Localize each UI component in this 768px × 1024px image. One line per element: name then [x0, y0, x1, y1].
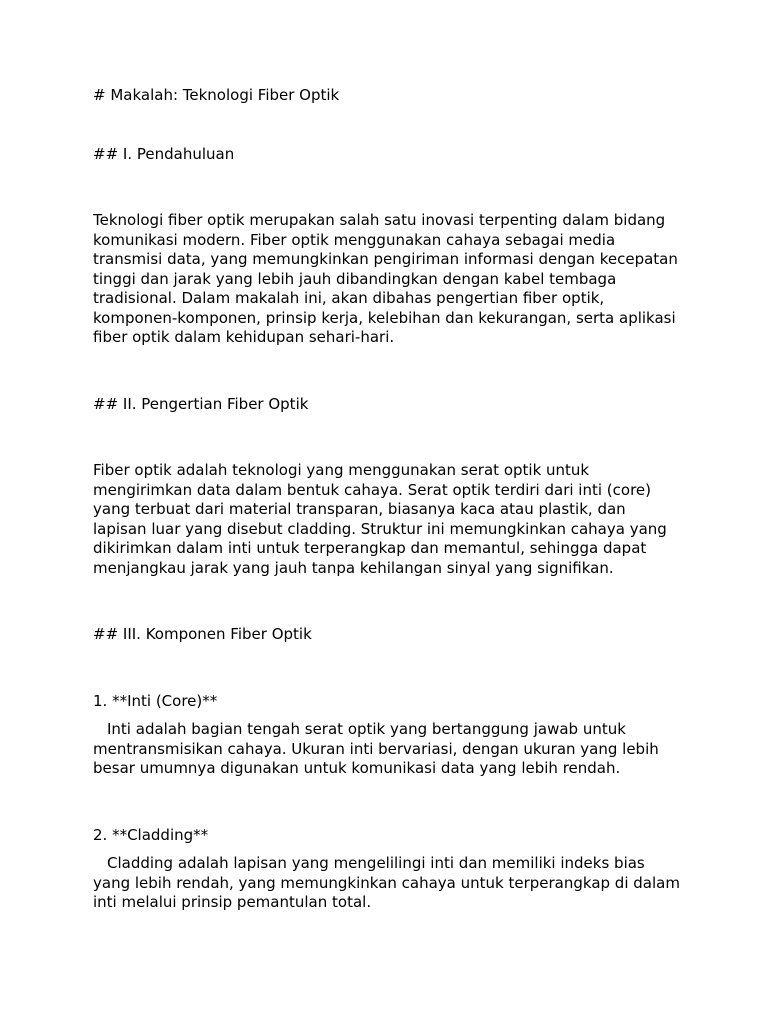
- document-body: [93, 86, 683, 913]
- document-title: # Makalah: Teknologi Fiber Optik: [93, 86, 340, 104]
- intro-heading: ## I. Pendahuluan: [93, 144, 235, 163]
- components-heading: ## III. Komponen Fiber Optik: [93, 625, 312, 643]
- definition-paragraph: Fiber optik adalah teknologi yang menggunakan serat optik untuk mengirimkan data dalam bentuk cahaya. Serat optik terdiri dari inti (core) yang terbuat dari material transparan, biasanya kaca atau plastik, dan lapisan luar yang disebut cladding. Struktur ini memungkinkan cahaya yang dikirimkan dalam inti untuk terperangkap dan memantul, sehingga dapat menjangkau jarak yang jauh tanpa kehilangan sinyal yang signifikan.: [93, 461, 667, 577]
- component-title-cladding: 2. **Cladding**: [93, 825, 209, 844]
- definition-heading: ## II. Pengertian Fiber Optik: [93, 394, 309, 413]
- component-body-core: Inti adalah bagian tengah serat optik yang bertanggung jawab untuk mentransmisikan cahaya. Ukuran inti bervariasi, dengan ukuran yang lebih besar umumnya digunakan untuk komunikasi data yang lebih rendah.: [93, 720, 659, 777]
- component-title-core: 1. **Inti (Core)**: [93, 691, 218, 710]
- intro-paragraph: Teknologi fiber optik merupakan salah satu inovasi terpenting dalam bidang komunikasi modern. Fiber optik menggunakan cahaya sebagai media transmisi data, yang memungkinkan pengiriman informasi dengan kecepatan tinggi dan jarak yang lebih jauh dibandingkan dengan kabel tembaga tradisional. Dalam makalah ini, akan dibahas pengertian fiber optik, komponen-komponen, prinsip kerja, kelebihan dan kekurangan, serta aplikasi fiber optik dalam kehidupan sehari-hari.: [93, 211, 678, 346]
- component-body-cladding: Cladding adalah lapisan yang mengelilingi inti dan memiliki indeks bias yang lebih rendah, yang memungkinkan cahaya untuk terperangkap di dalam inti melalui prinsip pemantulan total.: [93, 854, 680, 911]
